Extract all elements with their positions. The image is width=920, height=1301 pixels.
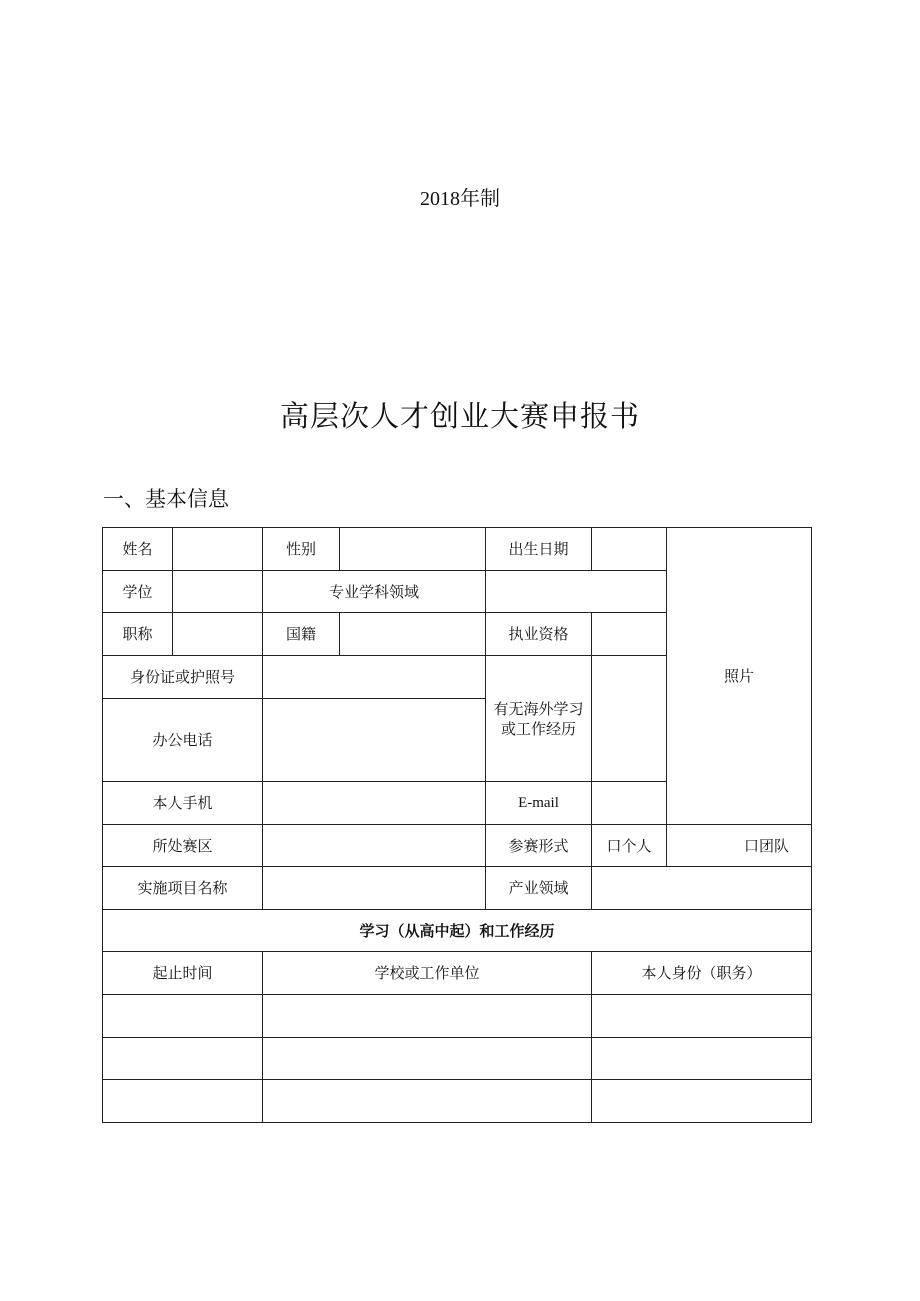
photo-label: 照片 (723, 667, 754, 685)
major-field[interactable] (486, 571, 667, 613)
nationality-field[interactable] (340, 613, 486, 656)
email-label: E-mail (486, 782, 592, 825)
table-row (103, 1080, 812, 1123)
birth-date-label: 出生日期 (486, 528, 592, 571)
history-unit-cell[interactable] (263, 995, 592, 1038)
office-phone-field[interactable] (263, 699, 486, 782)
photo-cell[interactable] (667, 528, 812, 825)
history-time-cell[interactable] (103, 995, 263, 1038)
degree-label: 学位 (103, 571, 173, 613)
history-col-role: 本人身份（职务） (592, 952, 812, 995)
gender-label: 性别 (263, 528, 340, 571)
overseas-field[interactable] (592, 656, 667, 782)
overseas-label (486, 656, 592, 782)
table-row (103, 825, 812, 867)
region-field[interactable] (263, 825, 486, 867)
table-row (103, 952, 812, 995)
table-row (103, 1038, 812, 1080)
history-unit-cell[interactable] (263, 1080, 592, 1123)
major-label: 专业学科领域 (263, 571, 486, 613)
history-col-unit: 学校或工作单位 (263, 952, 592, 995)
region-label: 所处赛区 (103, 825, 263, 867)
page-title: 高层次人才创业大赛申报书 (279, 399, 640, 433)
id-label: 身份证或护照号 (103, 656, 263, 699)
mobile-label: 本人手机 (103, 782, 263, 825)
option-individual[interactable]: 口个人 (592, 825, 667, 867)
option-team[interactable]: 口团队 (667, 825, 812, 867)
table-row (103, 782, 812, 825)
year-label: 2018年制 (420, 188, 500, 210)
history-col-time: 起止时间 (103, 952, 263, 995)
industry-field[interactable] (592, 867, 812, 910)
office-phone-label: 办公电话 (103, 699, 263, 782)
history-time-cell[interactable] (103, 1080, 263, 1123)
basic-info-table (102, 527, 812, 1123)
project-label: 实施项目名称 (103, 867, 263, 910)
email-field[interactable] (592, 782, 812, 825)
table-row (103, 910, 812, 952)
history-time-cell[interactable] (103, 1038, 263, 1080)
history-heading: 学习（从高中起）和工作经历 (103, 910, 812, 952)
overseas-label-line1: 有无海外学习 (493, 699, 584, 718)
participation-label: 参赛形式 (486, 825, 592, 867)
birth-date-field[interactable] (592, 528, 667, 571)
table-row (103, 995, 812, 1038)
name-label: 姓名 (103, 528, 173, 571)
qualification-label: 执业资格 (486, 613, 592, 656)
qualification-field[interactable] (592, 613, 667, 656)
gender-field[interactable] (340, 528, 486, 571)
history-role-cell[interactable] (592, 1080, 812, 1123)
project-field[interactable] (263, 867, 486, 910)
history-role-cell[interactable] (592, 1038, 812, 1080)
history-unit-cell[interactable] (263, 1038, 592, 1080)
id-field[interactable] (263, 656, 486, 699)
mobile-field[interactable] (263, 782, 486, 825)
nationality-label: 国籍 (263, 613, 340, 656)
table-row (103, 528, 812, 571)
title-label: 职称 (103, 613, 173, 656)
title-field[interactable] (173, 613, 263, 656)
history-role-cell[interactable] (592, 995, 812, 1038)
name-field[interactable] (173, 528, 263, 571)
table-row (103, 867, 812, 910)
overseas-label-line2: 或工作经历 (500, 719, 576, 738)
degree-field[interactable] (173, 571, 263, 613)
industry-label: 产业领域 (486, 867, 592, 910)
section-title: 一、基本信息 (103, 487, 229, 511)
